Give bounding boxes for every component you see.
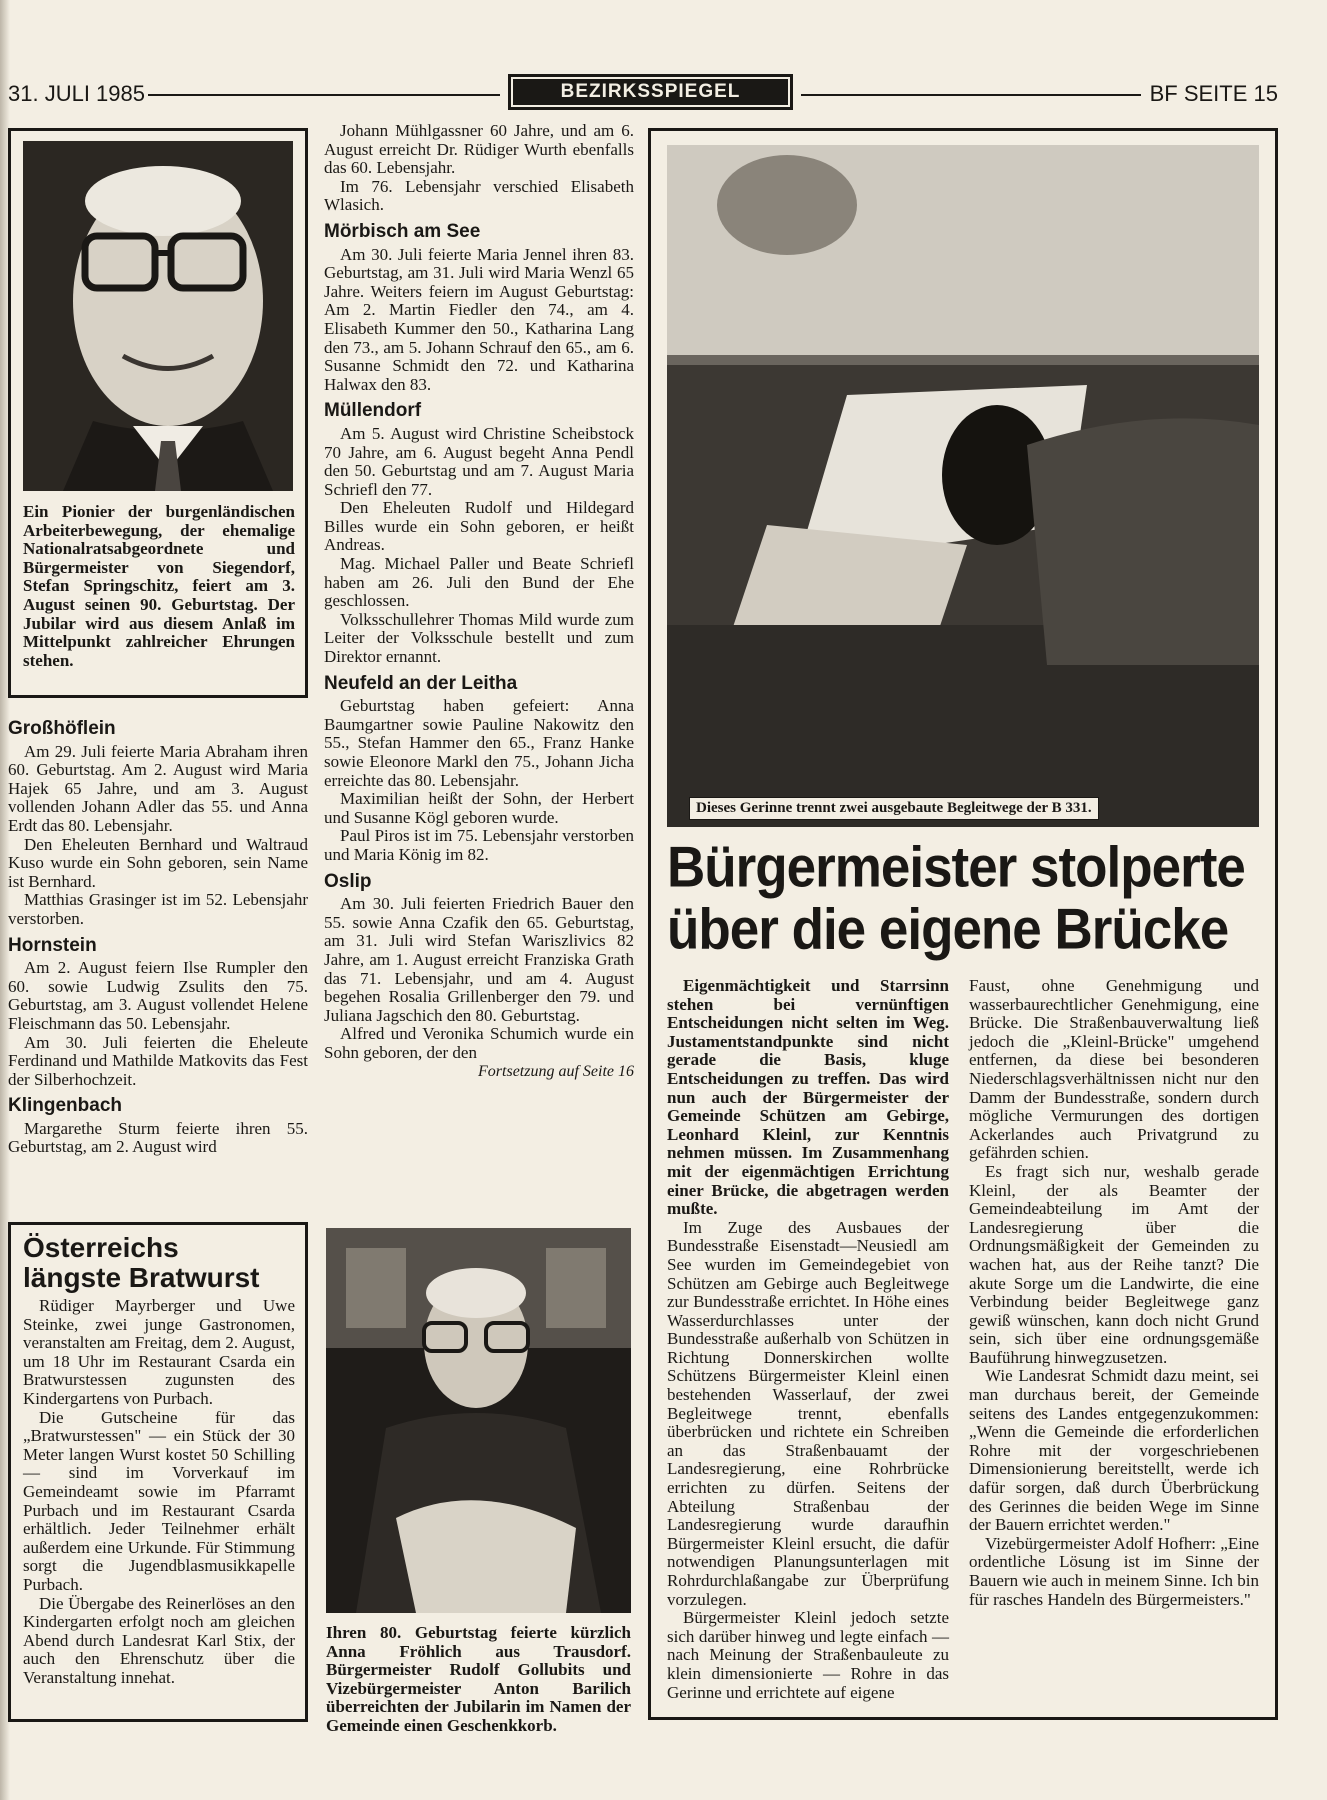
- paragraph: Am 2. August feiern Ilse Rumpler den 60. sowie Ludwig Zsulits den 75. Geburtstag, am 3. August vollendet Helene Fleischmann das 50. Lebensjahr.: [8, 958, 308, 1033]
- heading-neufeld: Neufeld an der Leitha: [324, 672, 518, 694]
- main-story-column-b: [969, 977, 1259, 1609]
- paragraph: Margarethe Sturm feierte ihren 55. Geburtstag, am 2. August wird: [8, 1118, 308, 1157]
- page-header: [8, 78, 1278, 112]
- heading-klingenbach: Klingenbach: [8, 1095, 123, 1117]
- main-story-box: [648, 128, 1278, 1720]
- paragraph: Am 5. August wird Christine Scheibstock 70 Jahre, am 6. August begeht Anna Pendl den 50. Geburtstag und am 7. August Maria Schriefl den 77.: [324, 423, 634, 499]
- header-rule-left: [148, 94, 500, 96]
- portrait-box: [8, 128, 308, 698]
- heading-oslip: Oslip: [324, 870, 372, 892]
- paragraph: Paul Piros ist im 75. Lebensjahr verstorben und Maria König im 82.: [324, 826, 634, 864]
- portrait-caption: Ein Pionier der burgenländischen Arbeiterbewegung, der ehemalige Nationalratsabgeordnete und Bürgermeister von Siegendorf, Stefan Springschitz, feiert am 3. August seinen 90. Geburtstag. Der Jubilar wird aus diesem Anlaß im Mittelpunkt zahlreicher Ehrungen stehen.: [23, 502, 295, 670]
- portrait-photo: [23, 141, 293, 491]
- culvert-photo: [667, 145, 1259, 827]
- main-headline-line1: Bürgermeister stolperte: [667, 835, 1245, 900]
- page-number: BF SEITE 15: [1149, 81, 1278, 106]
- woman-image: [326, 1228, 631, 1613]
- paragraph: Den Eheleuten Rudolf und Hildegard Billes wurde ein Sohn geboren, er heißt Andreas.: [324, 498, 634, 555]
- paragraph: Matthias Grasinger ist im 52. Lebensjahr verstorben.: [8, 890, 308, 928]
- paragraph: Mag. Michael Paller und Beate Schriefl haben am 26. Juli den Bund der Ehe geschlossen.: [324, 554, 634, 611]
- issue-date: 31. JULI 1985: [8, 81, 145, 106]
- main-headline-line2: über die eigene Brücke: [667, 897, 1229, 962]
- paragraph: Die Gutscheine für das „Bratwurstessen" — ein Stück der 30 Meter langen Wurst kostet 50 Schilling — sind im Vorverkauf im Gemeindeamt sowie im Pfarramt Purbach und im Restaurant Csarda erhältlich. Jeder Teilnehmer erhält außerdem eine Urkunde. Für Stimmung sorgt die Jugendblasmusikkapelle Purbach.: [23, 1407, 295, 1594]
- portrait-man-image: [23, 141, 293, 491]
- section-banner: [508, 74, 793, 110]
- woman-caption: Ihren 80. Geburtstag feierte kürzlich Anna Fröhlich aus Trausdorf. Bürgermeister Rudolf Gollubits und Vizebürgermeister Anton Barilich überreichten der Jubilarin im Namen der Gemeinde einen Geschenkkorb.: [326, 1623, 631, 1735]
- paragraph: Die Übergabe des Reinerlöses an den Kindergarten erfolgt noch am gleichen Abend durch Landesrat Karl Stix, der auch den Ehrenschutz über die Veranstaltung innehat.: [23, 1593, 295, 1687]
- paragraph: Am 30. Juli feierten die Eheleute Ferdinand und Mathilde Matkovits das Fest der Silberhochzeit.: [8, 1032, 308, 1089]
- paragraph: Wie Landesrat Schmidt dazu meint, sei man durchaus bereit, der Gemeinde seitens des Landes entgegenzukommen: „Wenn die Gemeinde die erforderlichen Rohre mit der vorgeschriebenen Dimensionierung bereitstellt, werde ich dafür sorgen, daß durch Überbrückung des Gerinnes die beiden Wege im Sinne der Bauern errichtet werden.": [969, 1366, 1259, 1535]
- header-rule-right: [801, 94, 1141, 96]
- paragraph: Bürgermeister Kleinl jedoch setzte sich darüber hinweg und legte einfach — nach Meinung der Straßenbauleute zu klein dimensionierte — Rohre in das Gerinne und errichtete auf eigene: [667, 1608, 949, 1702]
- paragraph: Johann Mühlgassner 60 Jahre, und am 6. August erreicht Dr. Rüdiger Wurth ebenfalls das 60. Lebensjahr.: [324, 121, 634, 178]
- culvert-image: [667, 145, 1259, 827]
- bratwurst-box: [8, 1222, 308, 1722]
- main-story-column-a: [667, 977, 949, 1702]
- paragraph: Am 29. Juli feierte Maria Abraham ihren 60. Geburtstag. Am 2. August wird Maria Hajek 65 Jahre, und am 3. August vollenden Johann Adler das 55. und Anna Erdt das 80. Lebensjahr.: [8, 741, 308, 835]
- photo-cutline: Dieses Gerinne trennt zwei ausgebaute Begleitwege der B 331.: [689, 797, 1099, 820]
- continued-note: Fortsetzung auf Seite 16: [478, 1062, 634, 1080]
- paragraph: Rüdiger Mayrberger und Uwe Steinke, zwei junge Gastronomen, veranstalten am Freitag, dem 2. August, um 18 Uhr im Restaurant Csarda ein Bratwurstessen zugunsten des Kindergartens von Purbach.: [23, 1296, 295, 1408]
- heading-grosshoeflein: Großhöflein: [8, 718, 116, 739]
- paragraph: Maximilian heißt der Sohn, der Herbert und Susanne Kögl geboren wurde.: [324, 789, 634, 827]
- woman-photo: [326, 1228, 631, 1613]
- section-title: BEZIRKSSPIEGEL: [513, 79, 788, 105]
- column-2: [324, 122, 634, 1081]
- paragraph: Den Eheleuten Bernhard und Waltraud Kuso wurde ein Sohn geboren, sein Name ist Bernhard.: [8, 834, 308, 891]
- heading-hornstein: Hornstein: [8, 934, 97, 956]
- bratwurst-title-line2: längste Bratwurst: [23, 1262, 260, 1293]
- paragraph: Am 30. Juli feierte Maria Jennel ihren 83. Geburtstag, am 31. Juli wird Maria Wenzl 65 Jahre. Weiters feiern im August Geburtstag: Am 2. Martin Fiedler den 74., am 4. Elisabeth Kummer den 50., Katharina Lang den 73., am 5. Johann Schrauf den 65., am 6. Susanne Schmidt den 72. und Katharina Halwax den 83.: [324, 244, 634, 394]
- paragraph: Alfred und Veronika Schumich wurde ein Sohn geboren, der den: [324, 1024, 634, 1062]
- heading-moerbisch: Mörbisch am See: [324, 220, 481, 242]
- paragraph: Volksschullehrer Thomas Mild wurde zum Leiter der Volksschule bestellt und zum Direktor ernannt.: [324, 609, 634, 667]
- paragraph: Vizebürgermeister Adolf Hofherr: „Eine ordentliche Lösung ist im Sinne der Bauern wie auch in meinem Sinne. Ich bin für rasches Handeln des Bürgermeisters.": [969, 1533, 1259, 1609]
- paragraph: Es fragt sich nur, weshalb gerade Kleinl, der als Beamter der Gemeindeabteilung im Amt der Landesregierung über die Ordnungsmäßigkeit der Gemeinden zu wachen hat, aus der Reihe tanzt? Die akute Sorge um die Landwirte, die eine Verbindung beider Begleitwege ganz gewiß wünschen, kann doch nicht Grund sein, sich über eine ordnungsgemäße Bauführung hinwegzusetzen.: [969, 1161, 1259, 1367]
- paragraph: Im 76. Lebensjahr verschied Elisabeth Wlasich.: [324, 176, 634, 215]
- paragraph: Faust, ohne Genehmigung und wasserbaurechtlicher Genehmigung, eine Brücke. Die Straßenbauverwaltung ließ jedoch die „Kleinl-Brücke" umgehend entfernen, da diese bei besonderen Niederschlagsverhältnissen nicht nur den Damm der Bundesstraße, sondern durch mögliche Vermurungen des dortigen Ackerlandes auch Privatgrund zu gefährden schien.: [969, 976, 1259, 1163]
- heading-muellendorf: Müllendorf: [324, 400, 422, 422]
- paragraph: Am 30. Juli feierten Friedrich Bauer den 55. sowie Anna Czafik den 65. Geburtstag, am 31. Juli wird Stefan Wariszlivics 82 Jahre, am 1. August erreicht Franziska Grath das 71. Lebensjahr, und am 4. August begehen Rosalia Grillenberger den 79. und Juliana Jagschich den 80. Geburtstag.: [324, 894, 634, 1025]
- paragraph: Geburtstag haben gefeiert: Anna Baumgartner sowie Pauline Nakowitz den 55., Stefan Hammer den 65., Franz Hanke sowie Eleonore Markl den 75., Johann Jicha erreichte das 80. Lebensjahr.: [324, 696, 634, 790]
- bratwurst-article: [23, 1233, 295, 1687]
- lead-paragraph: Eigenmächtigkeit und Starrsinn stehen bei vernünftigen Entscheidungen nicht selten im Weg. Justamentstandpunkte sind nicht gerade die Basis, kluge Entscheidungen zu treffen. Das wird nun auch der Bürgermeister der Gemeinde Schützen am Gebirge, Leonhard Kleinl, zur Kenntnis nehmen müssen. Im Zusammenhang mit der eigenmächtigen Errichtung einer Brücke, die abgetragen werden mußte.: [667, 976, 949, 1219]
- bratwurst-title-line1: Österreichs: [23, 1232, 179, 1263]
- column-1: [8, 712, 308, 1157]
- paragraph: Im Zuge des Ausbaues der Bundesstraße Eisenstadt—Neusiedl am See wurden im Gemeindegebiet von Schützen am Gebirge auch Begleitwege zur Bundesstraße errichtet. In Höhe eines Wasserdurchlasses unter der Bundesstraße außerhalb von Schützen in Richtung Donnerskirchen wollte Schützens Bürgermeister Kleinl einen bestehenden Wasserlauf, der zwei Begleitwege trennt, ebenfalls überbrücken und richtete ein Schreiben an das Straßenbauamt der Landesregierung, eine Rohrbrücke errichten zu dürfen. Seitens der Abteilung Straßenbau der Landesregierung wurde daraufhin Bürgermeister Kleinl ersucht, die dafür notwendigen Planungsunterlagen mit Rohrdurchlaßangabe zur Überprüfung vorzulegen.: [667, 1217, 949, 1609]
